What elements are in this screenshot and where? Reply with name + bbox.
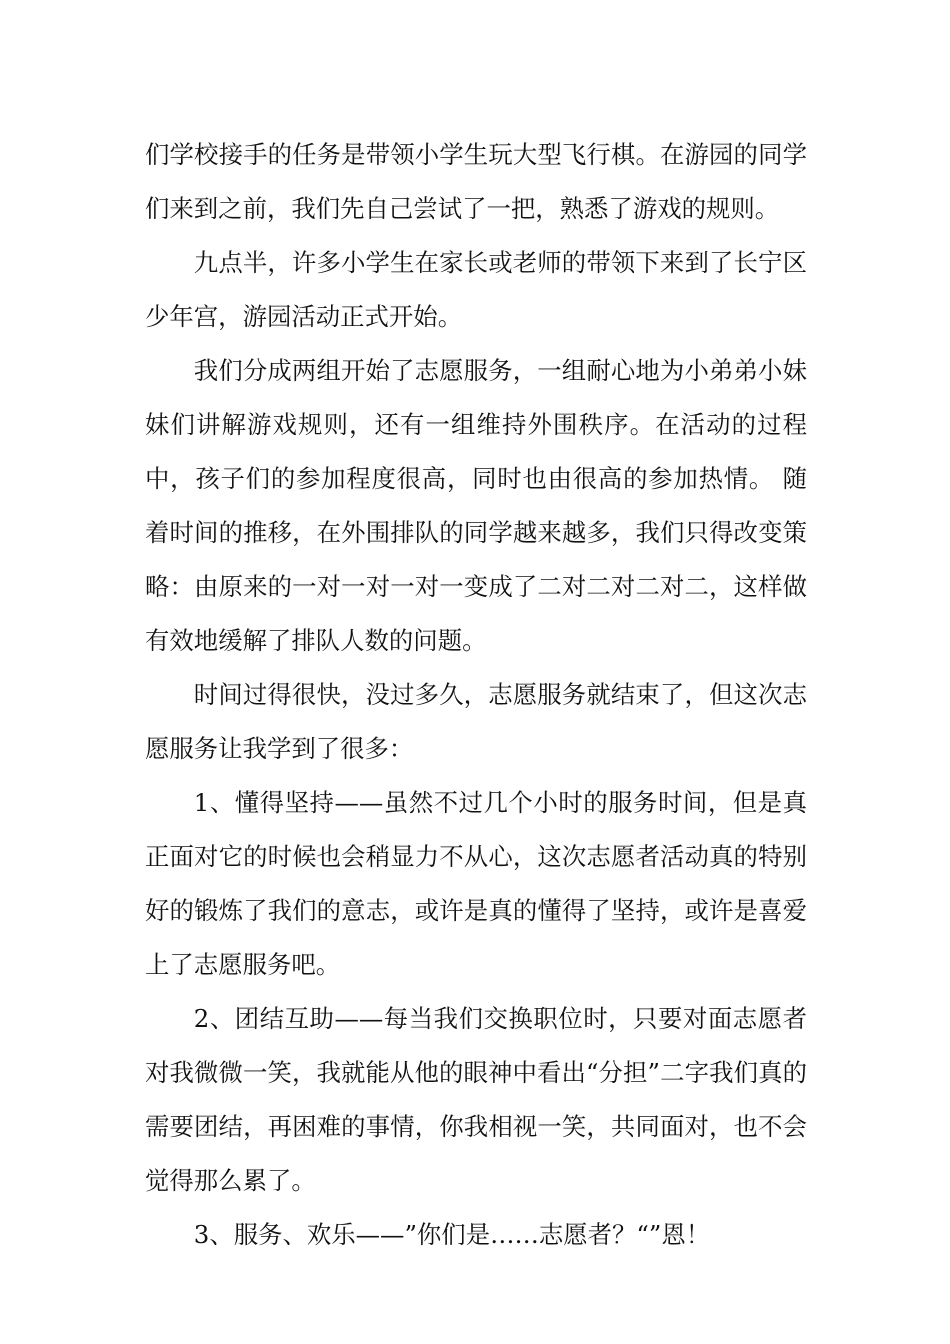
paragraph-point-persistence: 1、懂得坚持——虽然不过几个小时的服务时间，但是真正面对它的时候也会稍显力不从心，这次志愿者活动真的特别好的锻炼了我们的意志，或许是真的懂得了坚持，或许是喜爱上了志愿服务吧。 xyxy=(145,788,807,979)
paragraph-conclusion-intro: 时间过得很快，没过多久，志愿服务就结束了，但这次志愿服务让我学到了很多： xyxy=(145,680,807,763)
paragraph-volunteer-groups: 我们分成两组开始了志愿服务，一组耐心地为小弟弟小妹妹们讲解游戏规则，还有一组维持外围秩序。在活动的过程中，孩子们的参加程度很高，同时也由很高的参加热情。 随着时间的推移，在外围排队的同学越来越多，我们只得改变策略：由原来的一对一对一对一变成了二对二对二对二，这样做有效地缓解了排队人数的问题。 xyxy=(145,356,807,655)
paragraph-opening-time: 九点半，许多小学生在家长或老师的带领下来到了长宁区少年宫，游园活动正式开始。 xyxy=(145,248,807,331)
document-body xyxy=(145,128,807,1262)
paragraph-point-teamwork: 2、团结互助——每当我们交换职位时，只要对面志愿者对我微微一笑，我就能从他的眼神中看出“分担”二字我们真的需要团结，再困难的事情，你我相视一笑，共同面对，也不会觉得那么累了。 xyxy=(145,1004,807,1195)
paragraph-point-service-joy: 3、服务、欢乐——”你们是……志愿者？“”恩！ xyxy=(193,1220,711,1249)
paragraph-continuation: 们学校接手的任务是带领小学生玩大型飞行棋。在游园的同学们来到之前，我们先自己尝试了一把，熟悉了游戏的规则。 xyxy=(145,140,807,223)
